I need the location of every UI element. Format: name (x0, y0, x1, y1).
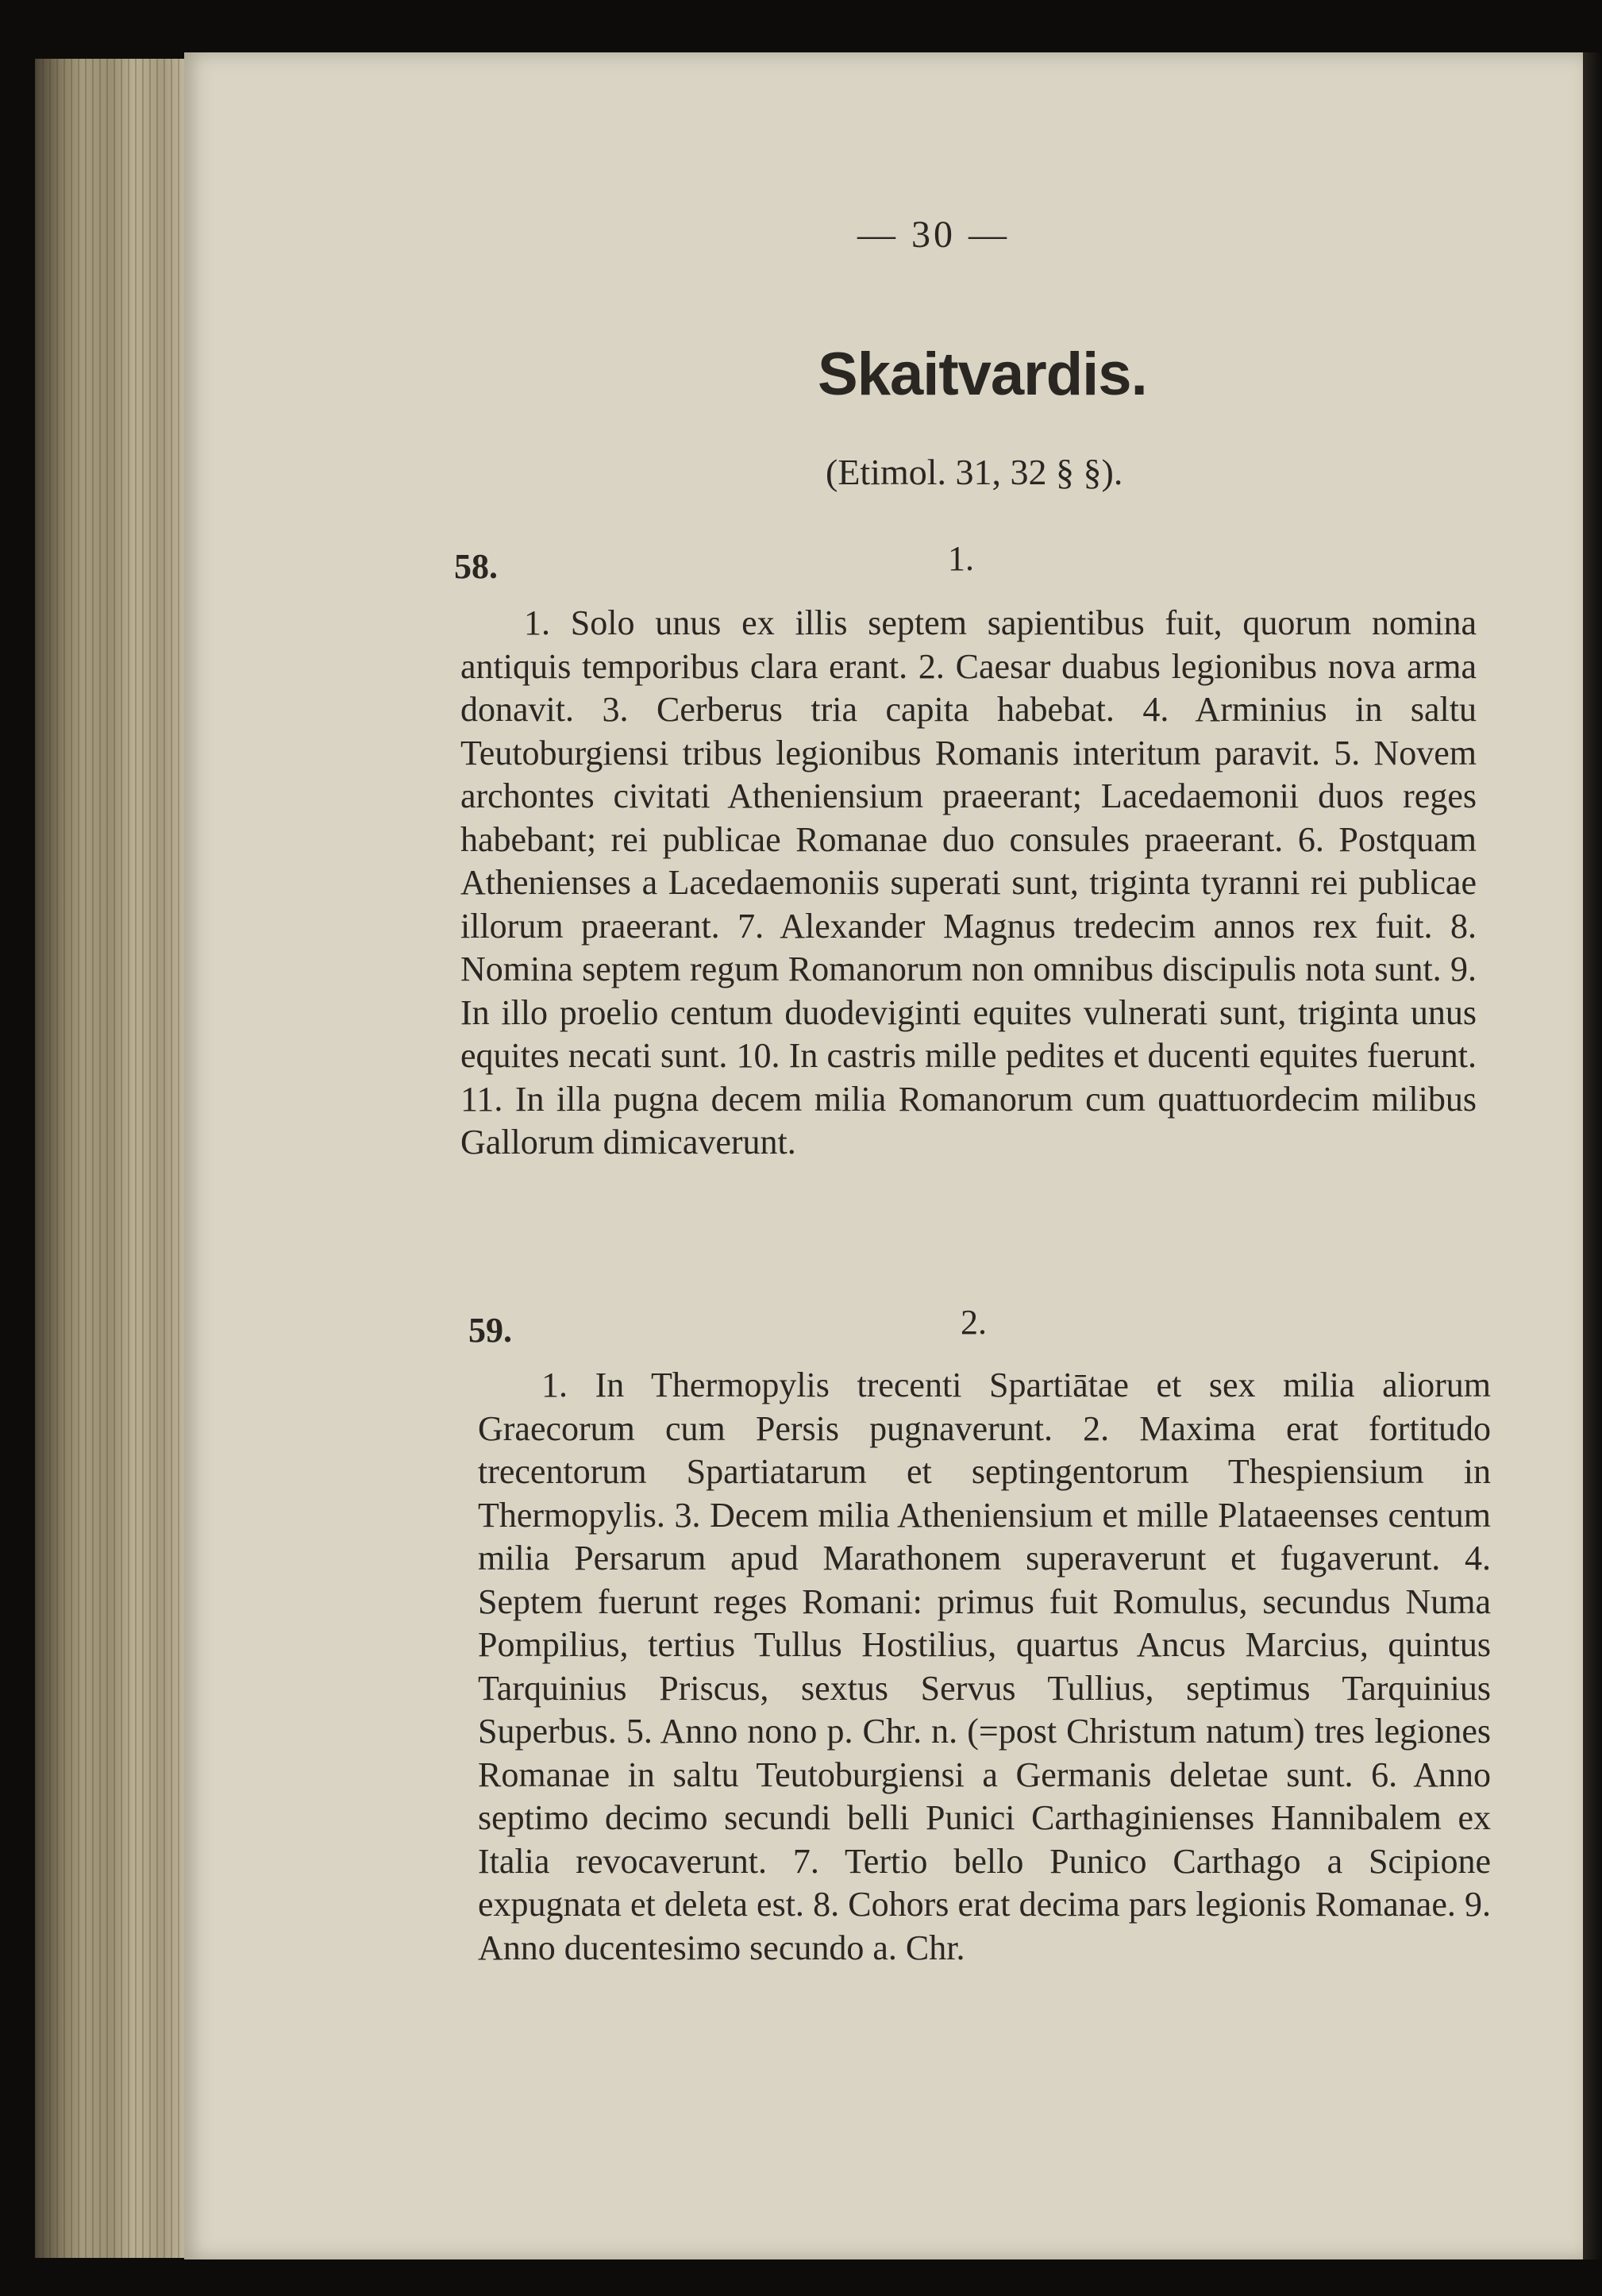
exercise-58-text: 1. Solo unus ex illis septem sapientibus fuit, quorum nomina antiquis temporibus clara erant. 2. Caesar duabus legionibus nova arma donavit. 3. Cerberus tria capita habebat. 4. Arminius in saltu Teutoburgiensi tribus legionibus Romanis interitum paravit. 5. Novem archontes civitati Atheniensium praeerant; Lacedaemonii duos reges habebant; rei publicae Romanae duo consules praeerant. 6. Postquam Athenienses a Lacedaemoniis superati sunt, triginta tyranni rei publicae illorum praeerant. 7. Alexander Magnus tredecim annos rex fuit. 8. Nomina septem regum Romanorum non omnibus discipulis nota sunt. 9. In illo proelio centum duodeviginti equites vulnerati sunt, triginta unus equites necati sunt. 10. In castris mille pedites et ducenti equites fuerunt. 11. In illa pugna decem milia Romanorum cum quattuordecim milibus Gallorum dimicaverunt. (460, 603, 1477, 1161)
page-title: Skaitvardis. (818, 341, 1147, 408)
page-subtitle: (Etimol. 31, 32 § §). (826, 452, 1123, 492)
exercise-58-subnumber: 1. (948, 539, 974, 578)
exercise-58-number: 58. (454, 547, 498, 586)
scan-border (1583, 52, 1602, 2259)
exercise-59-number: 59. (468, 1311, 512, 1350)
exercise-59-text: 1. In Thermopylis trecenti Spartiātae et sex milia aliorum Graecorum cum Persis pugnaverunt. 2. Maxima erat fortitudo trecentorum Spartiatarum et septingentorum Thespiensium in Thermopylis. 3. Decem milia Atheniensium et mille Plataeenses centum milia Persarum apud Marathonem superaverunt et fugaverunt. 4. Septem fuerunt reges Romani: primus fuit Romulus, secundus Numa Pompilius, tertius Tullus Hostilius, quartus Ancus Marcius, quintus Tarquinius Priscus, sextus Servus Tullius, septimus Tarquinius Superbus. 5. Anno nono p. Chr. n. (=post Christum natum) tres legiones Romanae in saltu Teutoburgiensi a Germanis deletae sunt. 6. Anno septimo decimo secundi belli Punici Carthaginienses Hannibalem ex Italia revocaverunt. 7. Tertio bello Punico Carthago a Scipione expugnata et deleta est. 8. Cohors erat decima pars legionis Romanae. 9. Anno ducentesimo secundo a. Chr. (478, 1366, 1491, 1967)
page-number: — 30 — (857, 214, 1010, 256)
page-edge-stack (35, 59, 194, 2258)
exercise-59-subnumber: 2. (961, 1303, 987, 1342)
